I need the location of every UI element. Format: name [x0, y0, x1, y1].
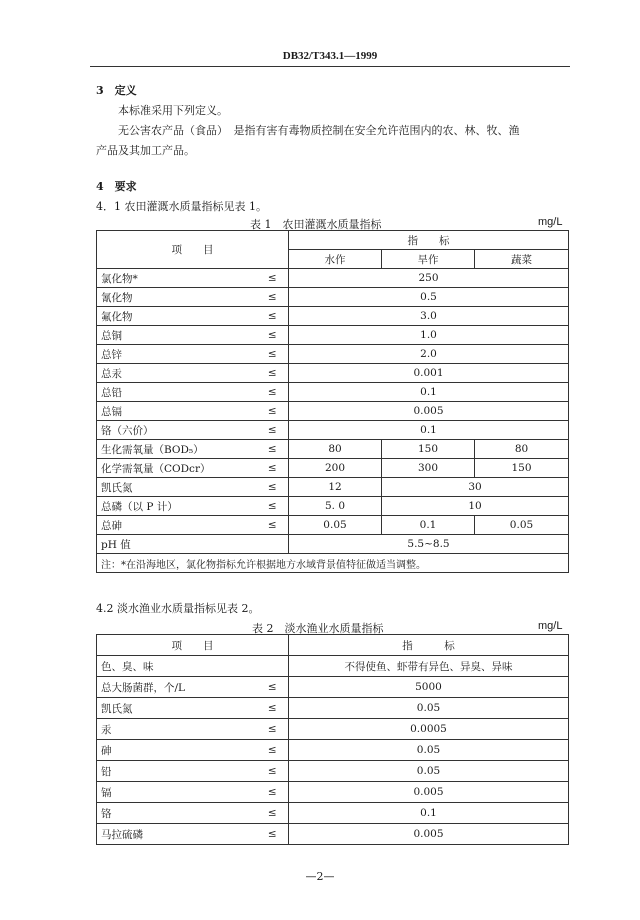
table-row [97, 402, 569, 421]
parameter-name: 铬 [97, 803, 257, 824]
parameter-name: 凯氏氮 [97, 478, 257, 497]
table-row [97, 761, 569, 782]
parameter-name: 铅 [97, 761, 257, 782]
parameter-name: 汞 [97, 719, 257, 740]
limit-value-dryland: 0.1 [382, 516, 475, 535]
parameter-name: 镉 [97, 782, 257, 803]
section3-heading: 3 定义 [96, 84, 137, 97]
table-row [97, 364, 569, 383]
parameter-name: 氯化物* [97, 269, 257, 288]
table2-unit: mg/L [538, 620, 563, 632]
table1-caption: 表 1 农田灌溉水质量指标 [250, 218, 382, 231]
page-number: —2— [305, 870, 335, 883]
table-row [97, 307, 569, 326]
parameter-name: 总磷（以 P 计） [97, 497, 257, 516]
limit-symbol: ≤ [257, 782, 289, 803]
limit-value: 0.005 [289, 402, 569, 421]
table-row [97, 677, 569, 698]
limit-value-paddy: 12 [289, 478, 382, 497]
parameter-name: 马拉硫磷 [97, 824, 257, 845]
table-row [97, 440, 569, 459]
table1-head-index: 指 标 [289, 231, 569, 250]
table-row [97, 269, 569, 288]
table-row [97, 326, 569, 345]
table1-note: 注：*在沿海地区，氯化物指标允许根据地方水域背景值特征做适当调整。 [97, 554, 569, 573]
limit-symbol: ≤ [257, 478, 289, 497]
table1-subhead-vegetable: 蔬菜 [475, 250, 569, 269]
table-row [97, 478, 569, 497]
table1-head-item: 项 目 [97, 231, 289, 269]
limit-value: 250 [289, 269, 569, 288]
section3-intro: 本标准采用下列定义。 [118, 104, 228, 117]
parameter-name: 色、臭、味 [97, 656, 289, 677]
limit-value: 5000 [289, 677, 569, 698]
table1-unit: mg/L [538, 216, 563, 228]
limit-symbol: ≤ [257, 516, 289, 535]
limit-symbol: ≤ [257, 803, 289, 824]
limit-value-vegetable: 80 [475, 440, 569, 459]
section4-2-text: 4.2 淡水渔业水质量指标见表 2。 [96, 602, 260, 615]
table1-subhead-paddy: 水作 [289, 250, 382, 269]
parameter-name: 铬（六价） [97, 421, 257, 440]
parameter-name: 氟化物 [97, 307, 257, 326]
definition-line2: 产品及其加工产品。 [96, 144, 195, 157]
limit-value-paddy: 200 [289, 459, 382, 478]
table-row [97, 459, 569, 478]
parameter-name: 总铜 [97, 326, 257, 345]
limit-symbol: ≤ [257, 740, 289, 761]
limit-symbol: ≤ [257, 497, 289, 516]
table-row [97, 656, 569, 677]
section4-heading: 4 要求 [96, 180, 137, 193]
limit-value-dryland-vegetable: 10 [382, 497, 569, 516]
limit-value-paddy: 5. 0 [289, 497, 382, 516]
limit-value-vegetable: 0.05 [475, 516, 569, 535]
table-row [97, 824, 569, 845]
limit-symbol: ≤ [257, 421, 289, 440]
parameter-name: 总汞 [97, 364, 257, 383]
limit-value-paddy: 80 [289, 440, 382, 459]
table-row [97, 345, 569, 364]
limit-value: 0.1 [289, 803, 569, 824]
limit-value-dryland: 300 [382, 459, 475, 478]
limit-symbol: ≤ [257, 345, 289, 364]
parameter-name: 总镉 [97, 402, 257, 421]
limit-symbol: ≤ [257, 402, 289, 421]
limit-value: 0.1 [289, 421, 569, 440]
parameter-name: 总锌 [97, 345, 257, 364]
parameter-name: 总大肠菌群，个/L [97, 677, 257, 698]
limit-symbol: ≤ [257, 824, 289, 845]
table2-head-index: 指 标 [289, 635, 569, 656]
table2-caption: 表 2 淡水渔业水质量指标 [252, 622, 384, 635]
limit-symbol: ≤ [257, 269, 289, 288]
limit-value: 0.005 [289, 782, 569, 803]
limit-value: 3.0 [289, 307, 569, 326]
table1-subhead-dryland: 旱作 [382, 250, 475, 269]
table-row [97, 803, 569, 824]
limit-symbol: ≤ [257, 459, 289, 478]
limit-value: 0.1 [289, 383, 569, 402]
limit-value: 0.001 [289, 364, 569, 383]
parameter-name: pH 值 [97, 535, 289, 554]
limit-symbol: ≤ [257, 307, 289, 326]
parameter-name: 砷 [97, 740, 257, 761]
table-row [97, 421, 569, 440]
table-row [97, 782, 569, 803]
parameter-name: 生化需氧量（BOD₅） [97, 440, 257, 459]
parameter-name: 凯氏氮 [97, 698, 257, 719]
section4-1-text: 4．1 农田灌溉水质量指标见表 1。 [96, 200, 267, 213]
table2 [96, 634, 569, 845]
table-row [97, 288, 569, 307]
limit-value: 1.0 [289, 326, 569, 345]
table-row [97, 535, 569, 554]
parameter-name: 总砷 [97, 516, 257, 535]
parameter-name: 总铅 [97, 383, 257, 402]
limit-symbol: ≤ [257, 326, 289, 345]
limit-symbol: ≤ [257, 440, 289, 459]
limit-value: 0.05 [289, 698, 569, 719]
limit-symbol: ≤ [257, 698, 289, 719]
table-row [97, 383, 569, 402]
limit-value: 0.005 [289, 824, 569, 845]
limit-value: 0.0005 [289, 719, 569, 740]
limit-value-dryland: 150 [382, 440, 475, 459]
limit-value-vegetable: 150 [475, 459, 569, 478]
limit-symbol: ≤ [257, 288, 289, 307]
table-row [97, 497, 569, 516]
table1 [96, 230, 569, 573]
limit-value: 0.05 [289, 740, 569, 761]
limit-value: 0.5 [289, 288, 569, 307]
definition-line1: 无公害农产品（食品） 是指有害有毒物质控制在安全允许范围内的农、林、牧、渔 [118, 124, 520, 137]
header-rule [90, 66, 570, 67]
limit-value: 5.5~8.5 [289, 535, 569, 554]
table2-head-item: 项 目 [97, 635, 289, 656]
limit-value-dryland-vegetable: 30 [382, 478, 569, 497]
limit-symbol: ≤ [257, 383, 289, 402]
limit-symbol: ≤ [257, 719, 289, 740]
parameter-name: 氰化物 [97, 288, 257, 307]
limit-symbol: ≤ [257, 761, 289, 782]
limit-symbol: ≤ [257, 364, 289, 383]
limit-symbol: ≤ [257, 677, 289, 698]
table-row [97, 740, 569, 761]
limit-value: 2.0 [289, 345, 569, 364]
document-code: DB32/T343.1—1999 [282, 50, 378, 62]
limit-value: 0.05 [289, 761, 569, 782]
table-row [97, 516, 569, 535]
limit-value: 不得使鱼、虾带有异色、异臭、异味 [289, 656, 569, 677]
limit-value-paddy: 0.05 [289, 516, 382, 535]
table-row [97, 719, 569, 740]
parameter-name: 化学需氧量（CODcr） [97, 459, 257, 478]
table-row [97, 698, 569, 719]
